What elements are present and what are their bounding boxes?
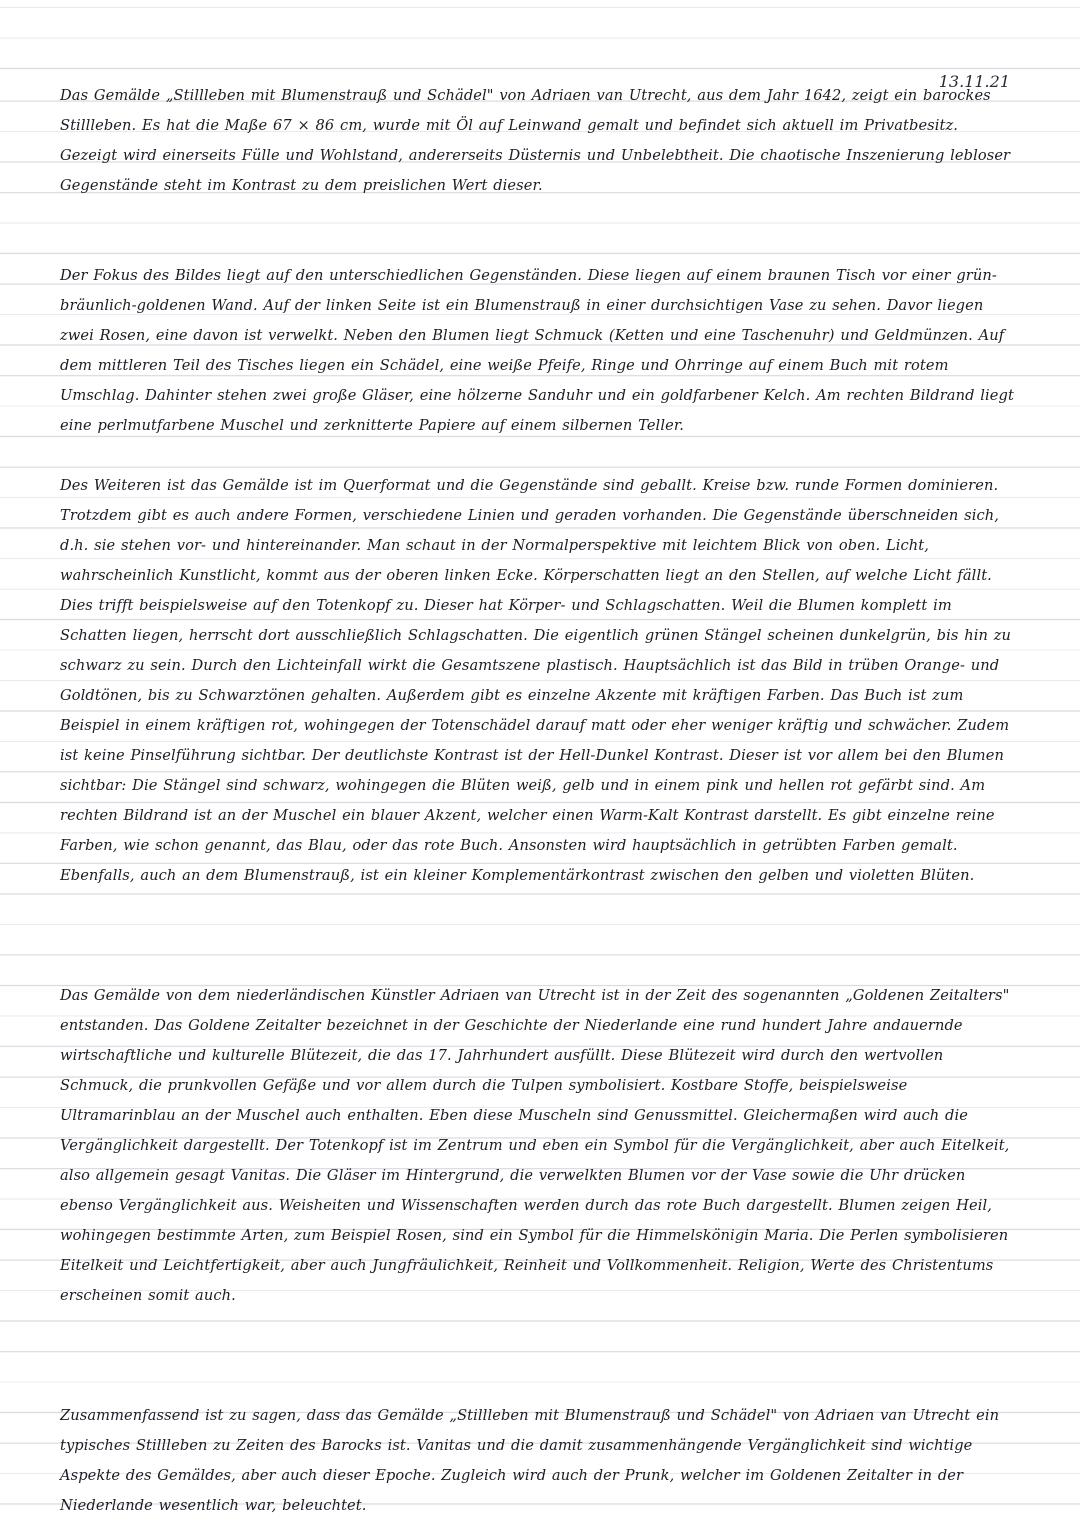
date: 13.11.21 [938, 72, 1010, 91]
paragraph-introduction: Das Gemälde „Stillleben mit Blumenstrauß und Schädel" von Adriaen van Utrecht, aus dem Jahr 1642, zeigt ein barockes Stillleben. Es hat die Maße 67 × 86 cm, wurde mit Öl auf Leinwand gemalt und befindet sich aktuell im Privatbesitz. Gezeigt wird einerseits Fülle und Wohlstand, andererseits Düsternis und Unbelebtheit. Die chaotische Inszenierung lebloser Gegenstände steht im Kontrast zu dem preislichen Wert dieser. [60, 87, 1011, 194]
paragraph-interpretation: Das Gemälde von dem niederländischen Künstler Adriaen van Utrecht ist in der Zeit des sogenannten „Goldenen Zeitalters" entstanden. Das Goldene Zeitalter bezeichnet in der Geschichte der Niederlande eine rund hundert Jahre andauernde wirtschaftliche und kulturelle Blütezeit, die das 17. Jahrhundert ausfüllt. Diese Blütezeit wird durch den wertvollen Schmuck, die prunkvollen Gefäße und vor allem durch die Tulpen symbolisiert. Kostbare Stoffe, beispielsweise Ultramarinblau an der Muschel auch enthalten. Eben diese Muscheln sind Genussmittel. Gleichermaßen wird auch die Vergänglichkeit dargestellt. Der Totenkopf ist im Zentrum und eben ein Symbol für die Vergänglichkeit, aber auch Eitelkeit, also allgemein gesagt Vanitas. Die Gläser im Hintergrund, die verwelkten Blumen vor der Vase sowie die Uhr drücken ebenso Vergänglichkeit aus. Weisheiten und Wissenschaften werden durch das rote Buch dargestellt. Blumen zeigen Heil, wohingegen bestimmte Arten, zum Beispiel Rosen, sind ein Symbol für die Himmelskönigin Maria. Die Perlen symbolisieren Eitelkeit und Leichtfertigkeit, aber auch Jungfräulichkeit, Reinheit und Vollkommenheit. Religion, Werte des Christentums erscheinen somit auch. [60, 987, 1010, 1304]
paragraph-conclusion: Zusammenfassend ist zu sagen, dass das Gemälde „Stillleben mit Blumenstrauß und Schädel" von Adriaen van Utrecht ein typisches Stillleben zu Zeiten des Barocks ist. Vanitas und die damit zusammenhängende Vergänglichkeit sind wichtige Aspekte des Gemäldes, aber auch dieser Epoche. Zugleich wird auch der Prunk, welcher im Goldenen Zeitalter in der Niederlande wesentlich war, beleuchtet. [60, 1407, 1000, 1514]
paragraph-description: Der Fokus des Bildes liegt auf den unterschiedlichen Gegenständen. Diese liegen auf einem braunen Tisch vor einer grün-bräunlich-goldenen Wand. Auf der linken Seite ist ein Blumenstrauß in einer durchsichtigen Vase zu sehen. Davor liegen zwei Rosen, eine davon ist verwelkt. Neben den Blumen liegt Schmuck (Ketten und eine Taschenuhr) und Geldmünzen. Auf dem mittleren Teil des Tisches liegen ein Schädel, eine weiße Pfeife, Ringe und Ohrringe auf einem Buch mit rotem Umschlag. Dahinter stehen zwei große Gläser, eine hölzerne Sanduhr und ein goldfarbener Kelch. Am rechten Bildrand liegt eine perlmutfarbene Muschel und zerknitterte Papiere auf einem silbernen Teller. [60, 267, 1014, 434]
paragraph-formal-analysis: Des Weiteren ist das Gemälde ist im Querformat und die Gegenstände sind geballt. Kreise bzw. runde Formen dominieren. Trotzdem gibt es auch andere Formen, verschiedene Linien und geraden vorhanden. Die Gegenstände überschneiden sich, d.h. sie stehen vor- und hintereinander. Man schaut in der Normalperspektive mit leichtem Blick von oben. Licht, wahrscheinlich Kunstlicht, kommt aus der oberen linken Ecke. Körperschatten liegt an den Stellen, auf welche Licht fällt. Dies trifft beispielsweise auf den Totenkopf zu. Dieser hat Körper- und Schlagschatten. Weil die Blumen komplett im Schatten liegen, herrscht dort ausschließlich Schlagschatten. Die eigentlich grünen Stängel scheinen dunkelgrün, bis hin zu schwarz zu sein. Durch den Lichteinfall wirkt die Gesamtszene plastisch. Hauptsächlich ist das Bild in trüben Orange- und Goldtönen, bis zu Schwarztönen gehalten. Außerdem gibt es einzelne Akzente mit kräftigen Farben. Das Buch ist zum Beispiel in einem kräftigen rot, wohingegen der Totenschädel darauf matt oder eher weniger kräftig und schwächer. Zudem ist keine Pinselführung sichtbar. Der deutlichste Kontrast ist der Hell-Dunkel Kontrast. Dieser ist vor allem bei den Blumen sichtbar: Die Stängel sind schwarz, wohingegen die Blüten weiß, gelb und in einem pink und hellen rot gefärbt sind. Am rechten Bildrand ist an der Muschel ein blauer Akzent, welcher einen Warm-Kalt Kontrast darstellt. Es gibt einzelne reine Farben, wie schon genannt, das Blau, oder das rote Buch. Ansonsten wird hauptsächlich in getrübten Farben gemalt. Ebenfalls, auch an dem Blumenstrauß, ist ein kleiner Komplementärkontrast zwischen den gelben und violetten Blüten. [60, 477, 1011, 884]
